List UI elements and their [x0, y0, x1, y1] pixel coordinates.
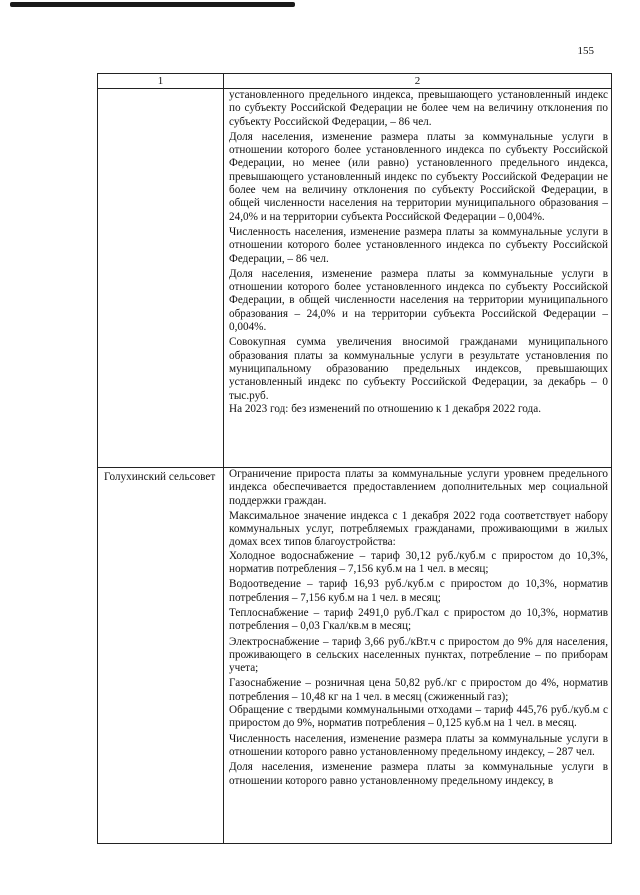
table-header-row — [98, 74, 612, 89]
table-row — [98, 89, 612, 468]
description-cell — [224, 468, 612, 844]
paragraph: Теплоснабжение – тариф 2491,0 руб./Гкал с приростом до 10,3%, норматив потребления – 0,03 Гкал/кв.м в месяц; — [229, 606, 608, 633]
paragraph: Электроснабжение – тариф 3,66 руб./кВт.ч с приростом до 9% для населения, проживающего в сельских населенных пунктах, потребление – по приборам учета; — [229, 635, 608, 675]
paragraph: Численность населения, изменение размера платы за коммунальные услуги в отношении которого равно установленному предельному индексу, – 287 чел. — [229, 732, 608, 758]
table-row — [98, 468, 612, 844]
paragraph: Холодное водоснабжение – тариф 30,12 руб./куб.м с приростом до 10,3%, норматив потребления – 7,156 куб.м на 1 чел. в месяц; — [229, 549, 608, 576]
page-number: 155 — [577, 45, 594, 57]
paragraph: установленного предельного индекса, превышающего установленный индекс по субъекту Российской Федерации не более чем на величину отклонения по субъекту Российской Федерации, – 86 чел. — [229, 89, 608, 128]
paragraph: Газоснабжение – розничная цена 50,82 руб./кг с приростом до 4%, норматив потребления – 10,48 кг на 1 чел. в месяц (сжиженный газ); — [229, 677, 608, 703]
paragraph: На 2023 год: без изменений по отношению к 1 декабря 2022 года. — [229, 402, 542, 415]
paragraph: Максимальное значение индекса с 1 декабря 2022 года соответствует набору коммунальных услуг, потребляемых гражданами, проживающими в жилых домах всех типов благоустройства: — [229, 509, 608, 549]
scan-edge-shadow — [10, 2, 295, 7]
municipality-cell: Голухинский сельсовет — [98, 468, 224, 844]
paragraph: Доля населения, изменение размера платы за коммунальные услуги в отношении которого равно установленному предельному индексу, в — [229, 761, 608, 787]
paragraph: Численность населения, изменение размера платы за коммунальные услуги в отношении которого более установленного индекса по субъекту Российской Федерации, – 86 чел. — [229, 225, 608, 265]
paragraph: Обращение с твердыми коммунальными отходами – тариф 445,76 руб./куб.м с приростом до 9%, норматив потребления – 0,125 куб.м на 1 чел. в месяц. — [229, 704, 608, 730]
paragraph: Доля населения, изменение размера платы за коммунальные услуги в отношении которого более установленного индекса по субъекту Российской Федерации, но менее (или равно) установленного предельного индекса, превышающего установленный индекс по субъекту Российской Федерации не более чем на величину отклонения по субъекту Российской Федерации, в общей численности населения на территории муниципального образования – 24,0% и на территории субъекта Российской Федерации – 0,004%. — [229, 130, 608, 223]
paragraph: Ограничение прироста платы за коммунальные услуги уровнем предельного индекса обеспечивается предоставлением дополнительных мер социальной поддержки граждан. — [229, 468, 608, 507]
column-header-2: 2 — [224, 74, 612, 89]
paragraph: Совокупная сумма увеличения вносимой гражданами муниципального образования платы за коммунальные услуги в результате установления по муниципальному образованию предельных индексов, превышающих установленный индекс по субъекту Российской Федерации, за декабрь – 0 тыс.руб. — [229, 336, 608, 402]
municipality-cell — [98, 89, 224, 468]
description-cell — [224, 89, 612, 468]
paragraph: Водоотведение – тариф 16,93 руб./куб.м с приростом до 10,3%, норматив потребления – 7,156 куб.м на 1 чел. в месяц; — [229, 578, 608, 604]
document-table — [97, 73, 612, 844]
paragraph: Доля населения, изменение размера платы за коммунальные услуги в отношении которого более установленного индекса по субъекту Российской Федерации, в общей численности населения на территории муниципального образования – 24,0% и на территории субъекта Российской Федерации – 0,004%. — [229, 267, 608, 334]
column-header-1: 1 — [98, 74, 224, 89]
